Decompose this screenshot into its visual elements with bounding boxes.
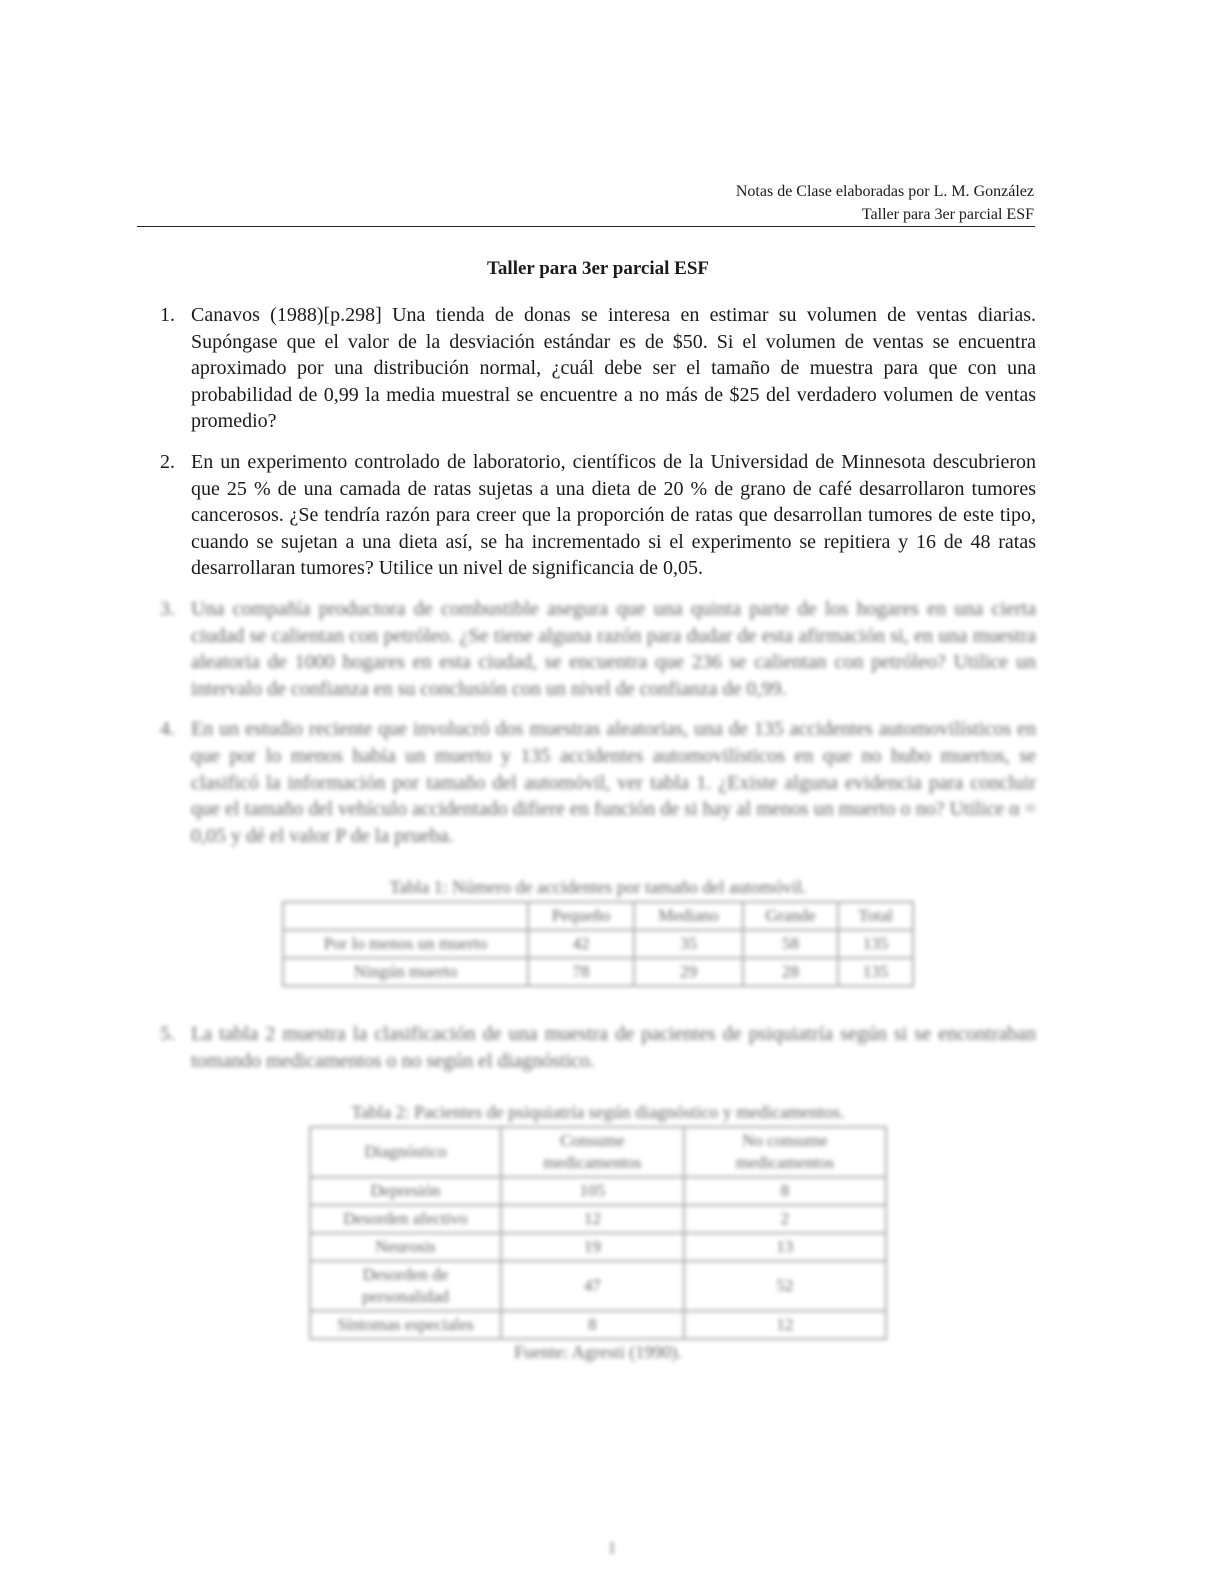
table-cell: 8: [684, 1177, 886, 1205]
problem-text: Canavos (1988)[p.298] Una tienda de donas se interesa en estimar su volumen de ventas diarias. Supóngase que el valor de la desviación estándar es de $50. Si el volumen de ventas se encuentra aproximado por una distribución normal, ¿cuál debe ser el tamaño de muestra para que con una probabilidad de 0,99 la media muestral se encuentre a no más de $25 del verdadero volumen de ventas promedio?: [191, 304, 1036, 433]
table1-caption: Tabla 1: Número de accidentes por tamaño del automóvil.: [389, 877, 807, 898]
table-cell: Diagnóstico: [310, 1127, 501, 1177]
table-cell: 2: [684, 1205, 886, 1233]
problem-number: 1.: [160, 304, 175, 326]
table-cell: 29: [634, 958, 743, 986]
table-row: [310, 1205, 886, 1233]
table-cell: 135: [838, 930, 913, 958]
header-author: Notas de Clase elaboradas por L. M. González: [735, 183, 1034, 200]
running-header: [736, 180, 1034, 226]
table-cell: 105: [501, 1177, 684, 1205]
table-header-row: [283, 902, 913, 930]
page-number: 1: [607, 1538, 617, 1557]
table-row: [283, 958, 913, 986]
table2-source: Fuente: Agresti (1990).: [514, 1342, 682, 1363]
table-cell: Síntomas especiales: [310, 1311, 501, 1339]
table-header-row: [310, 1127, 886, 1177]
table-cell: Consume medicamentos: [501, 1127, 684, 1177]
problem-1: [160, 302, 1036, 435]
problem-text: En un experimento controlado de laboratorio, científicos de la Universidad de Minnesota descubrieron que 25 % de una camada de ratas sujetas a una dieta de 20 % de grano de café desarrollaron tumores cancerosos. ¿Se tendría razón para creer que la proporción de ratas que desarrollan tumores de este tipo, cuando se sujetan a una dieta así, se ha incrementado si el experimento se repitiera y 16 de 48 ratas desarrollaran tumores? Utilice un nivel de significancia de 0,05.: [191, 450, 1036, 580]
header-course: Taller para 3er parcial ESF: [861, 206, 1034, 223]
table-cell: 78: [528, 958, 634, 986]
table-row: [310, 1311, 886, 1339]
table-row: [310, 1233, 886, 1261]
table-cell: 12: [684, 1311, 886, 1339]
problem-number: 5.: [160, 1023, 175, 1046]
table-cell: 52: [684, 1261, 886, 1311]
table-cell: Mediano: [634, 902, 743, 930]
problem-4: [160, 716, 1036, 849]
table-cell: Por lo menos un muerto: [283, 930, 528, 958]
table-cell: 135: [838, 958, 913, 986]
table-row: [310, 1261, 886, 1311]
problem-number: 4.: [160, 718, 175, 741]
table-2: [309, 1126, 887, 1340]
table-cell: Pequeño: [528, 902, 634, 930]
problem-text: En un estudio reciente que involucró dos muestras aleatorias, una de 135 accidentes automovilísticos en que por lo menos había un muerto y 135 accidentes automovilísticos en que no hubo muertos, se clasificó la información por tamaño del automóvil, ver tabla 1. ¿Existe alguna evidencia para concluir que el tamaño del vehículo accidentado difiere en función de si hay al menos un muerto o no? Utilice α = 0,05 y dé el valor P de la prueba.: [191, 718, 1036, 847]
table-cell: 28: [743, 958, 838, 986]
problem-text: La tabla 2 muestra la clasificación de una muestra de pacientes de psiquiatría según si se encontraban tomando medicamentos o no según el diagnóstico.: [191, 1023, 1036, 1072]
table-cell: Desorden afectivo: [310, 1205, 501, 1233]
problem-3: [160, 596, 1036, 702]
problem-2: [160, 449, 1036, 582]
table-cell: Desorden de personalidad: [310, 1261, 501, 1311]
table-cell: 19: [501, 1233, 684, 1261]
document-body: [160, 258, 1036, 1398]
table-row: [283, 930, 913, 958]
problem-number: 2.: [160, 450, 175, 473]
table-cell: Ningún muerto: [283, 958, 528, 986]
table-1: [282, 901, 914, 987]
problem-number: 3.: [160, 597, 175, 620]
table2-caption: Tabla 2: Pacientes de psiquiatría según diagnóstico y medicamentos.: [351, 1102, 845, 1123]
header-rule: [137, 226, 1035, 227]
table-cell: Neurosis: [310, 1233, 501, 1261]
table-cell: No consume medicamentos: [684, 1127, 886, 1177]
table-cell: 35: [634, 930, 743, 958]
table1-block: [160, 875, 1036, 987]
document-title: Taller para 3er parcial ESF: [486, 258, 710, 279]
table-row: [310, 1177, 886, 1205]
table-cell: Grande: [743, 902, 838, 930]
table-cell: Depresión: [310, 1177, 501, 1205]
table-cell: 13: [684, 1233, 886, 1261]
problem-text: Una compañía productora de combustible asegura que una quinta parte de los hogares en una cierta ciudad se calientan con petróleo. ¿Se tiene alguna razón para dudar de esta afirmación si, en una muestra aleatoria de 1000 hogares en esta ciudad, se encuentra que 236 se calientan con petróleo? Utilice un intervalo de confianza en su conclusión con un nivel de confianza de 0,99.: [191, 597, 1036, 700]
table-cell: 12: [501, 1205, 684, 1233]
problem-5: [160, 1021, 1036, 1074]
table-cell: 42: [528, 930, 634, 958]
table-cell: 8: [501, 1311, 684, 1339]
table-cell: 58: [743, 930, 838, 958]
table-cell: Total: [838, 902, 913, 930]
table-cell: 47: [501, 1261, 684, 1311]
table-cell: [283, 902, 528, 930]
table2-block: [160, 1100, 1036, 1364]
